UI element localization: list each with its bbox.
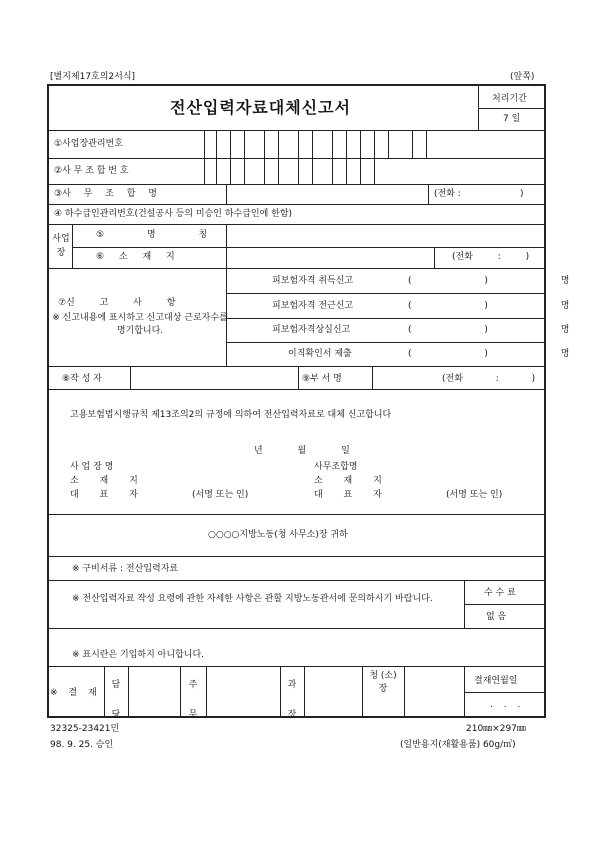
workplace-number-label: ①사업장관리번호 [54,139,123,149]
department-label: ⑨부 서 명 [302,374,342,384]
approval-label: ※ 결 재 [50,688,97,698]
workplace-name-label: ⑤ 명 칭 [96,230,208,240]
fee-value: 없 음 [486,612,507,622]
agency-phone-label: (전화 : [434,189,461,199]
guide-note: ※ 전산입력자료 작성 요령에 관한 자세한 사항은 관할 지방노동관서에 문의하시기 바랍니다. [72,594,433,604]
report-item-count: ( ) 명 [408,325,570,335]
report-item-count: ( ) 명 [408,349,570,359]
applicant-representative: 대 표 자 [70,490,138,500]
report-item-label: 이직확인서 제출 [288,349,352,359]
approval-box-staff[interactable] [129,668,179,716]
agency-name-field[interactable] [227,186,427,204]
approval-box-chief[interactable] [207,668,279,716]
subcontractor-number-label: ④ 하수급인관리번호(건설공사 등의 미승인 하수급인에 한함) [54,209,293,219]
fee-label: 수 수 료 [484,588,516,598]
approval-col-chief: 주 무 [188,680,198,720]
processing-period-label: 처리기간 [492,94,527,104]
addressee: ○○○○지방노동(청 사무소)장 귀하 [208,530,348,540]
blank-note: ※ 표시란은 기입하지 아니합니다. [72,650,205,660]
form-code: 32325-23421민 [50,724,120,734]
agency-signature[interactable]: (서명 또는 인) [446,490,503,500]
report-item-label: 피보험자격 취득신고 [272,276,354,286]
agency-representative: 대 표 자 [314,490,382,500]
report-note: ※ 신고내용에 표시하고 신고대상 근로자수를 명기합니다. [52,313,228,336]
processing-period-value: 7 일 [503,114,521,124]
workplace-address-label: ⑥ 소 재 지 [96,252,175,262]
workplace-side-label: 사업장 [52,234,70,258]
report-row-loss[interactable] [228,319,570,342]
report-item-label: 피보험자격상실신고 [272,325,351,335]
approval-date-label: 결재연월일 [474,676,518,686]
report-items-label: ⑦신 고 사 항 [58,298,176,308]
report-row-acquire[interactable] [228,270,570,293]
approval-date-value[interactable]: . . . [490,700,521,710]
workplace-name-field[interactable] [227,226,543,246]
agency-address-sign: 소 재 지 [314,476,382,486]
department-phone: (전화 : ) [442,374,536,384]
workplace-phone-label: (전화 : ) [452,252,530,262]
form-title: 전산입력자료대체신고서 [170,98,352,117]
writer-field[interactable] [131,368,297,388]
workplace-number-boxes[interactable] [216,131,544,159]
applicant-signature[interactable]: (서명 또는 인) [192,490,249,500]
page-side: (앞쪽) [510,72,535,82]
agency-name-label: ③사 무 조 합 명 [54,189,157,199]
approval-box-head[interactable] [405,668,463,716]
paper-type: (일반용지(재활용품) 60g/㎡) [400,740,516,750]
required-docs: ※ 구비서류 : 전산입력자료 [72,564,179,574]
approval-col-head: 청 (소) 장 [369,671,397,694]
workplace-address-field[interactable] [227,248,427,268]
applicant-address: 소 재 지 [70,476,138,486]
report-item-count: ( ) 명 [408,276,570,286]
department-field[interactable] [373,368,443,388]
writer-label: ⑧작 성 자 [62,374,102,384]
declaration-text: 고용보험법시행규칙 제13조의2의 규정에 의하여 전산입력자료로 대체 신고합니다 [70,410,392,420]
agency-name-sign: 사무조합명 [314,462,358,472]
paper-size: 210㎜×297㎜ [466,724,526,734]
approval-col-section: 과 장 [287,680,297,720]
form-reference: [별지제17호의2서식] [50,72,136,82]
approval-col-staff: 담 당 [111,680,121,720]
applicant-workplace-name: 사 업 장 명 [70,462,114,472]
approval-box-section[interactable] [305,668,361,716]
report-row-transfer[interactable] [228,294,570,318]
report-item-count: ( ) 명 [408,301,570,311]
report-item-label: 피보험자격 전근신고 [272,301,354,311]
agency-number-label: ②사 무 조 합 번 호 [54,166,129,176]
report-row-separation[interactable] [228,343,570,366]
approval-date-footer: 98. 9. 25. 승인 [50,740,114,750]
declaration-date: 년 월 일 [254,446,350,456]
agency-phone-close: ) [520,189,524,199]
agency-number-boxes[interactable] [216,159,544,185]
